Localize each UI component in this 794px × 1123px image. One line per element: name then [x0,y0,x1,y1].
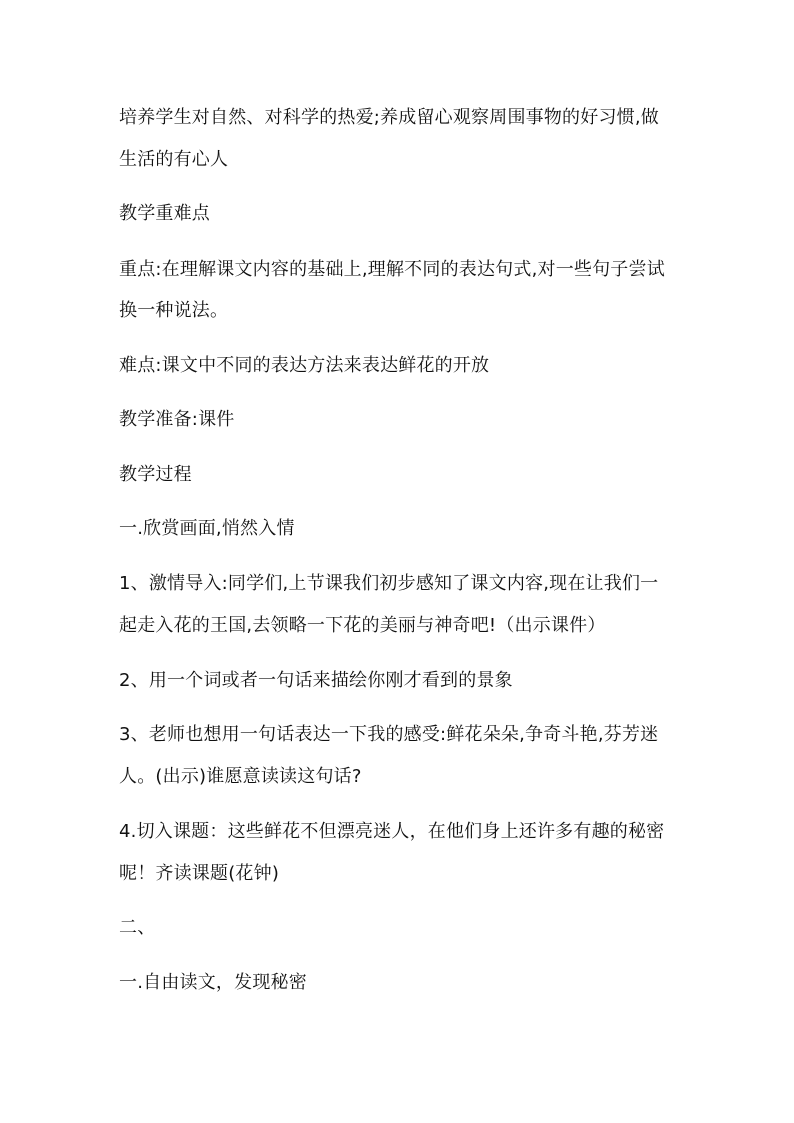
teaching-preparation-line: 教学准备:课件 [119,409,235,430]
step-3-line-1: 3、老师也想用一句话表达一下我的感受:鲜花朵朵,争奇斗艳,芬芳迷 [119,724,659,745]
paragraph-goal-line-1: 培养学生对自然、对科学的热爱;养成留心观察周围事物的好习惯,做 [119,107,659,128]
step-3-line-2: 人。(出示)谁愿意读读这句话? [119,766,362,787]
step-4-line-1: 4.切入课题：这些鲜花不但漂亮迷人，在他们身上还许多有趣的秘密 [119,821,665,842]
step-2-line: 2、用一个词或者一句话来描绘你刚才看到的景象 [119,670,513,691]
key-point-line-2: 换一种说法。 [119,300,229,321]
heading-key-difficult-points: 教学重难点 [119,203,210,224]
paragraph-goal-line-2: 生活的有心人 [119,149,229,170]
step-1-line-2: 起走入花的王国,去领略一下花的美丽与神奇吧!（出示课件） [119,615,606,636]
key-point-line-1: 重点:在理解课文内容的基础上,理解不同的表达句式,对一些句子尝试 [119,259,665,280]
difficult-point-line: 难点:课文中不同的表达方法来表达鲜花的开放 [119,355,490,376]
section-one-heading: 一.欣赏画面,悄然入情 [119,518,295,539]
step-4-line-2: 呢！齐读课题(花钟) [119,863,280,884]
section-two-subheading: 一.自由读文，发现秘密 [119,972,307,993]
heading-teaching-process: 教学过程 [119,464,192,485]
step-1-line-1: 1、激情导入:同学们,上节课我们初步感知了课文内容,现在让我们一 [119,573,659,594]
section-two-heading: 二、 [119,917,156,938]
